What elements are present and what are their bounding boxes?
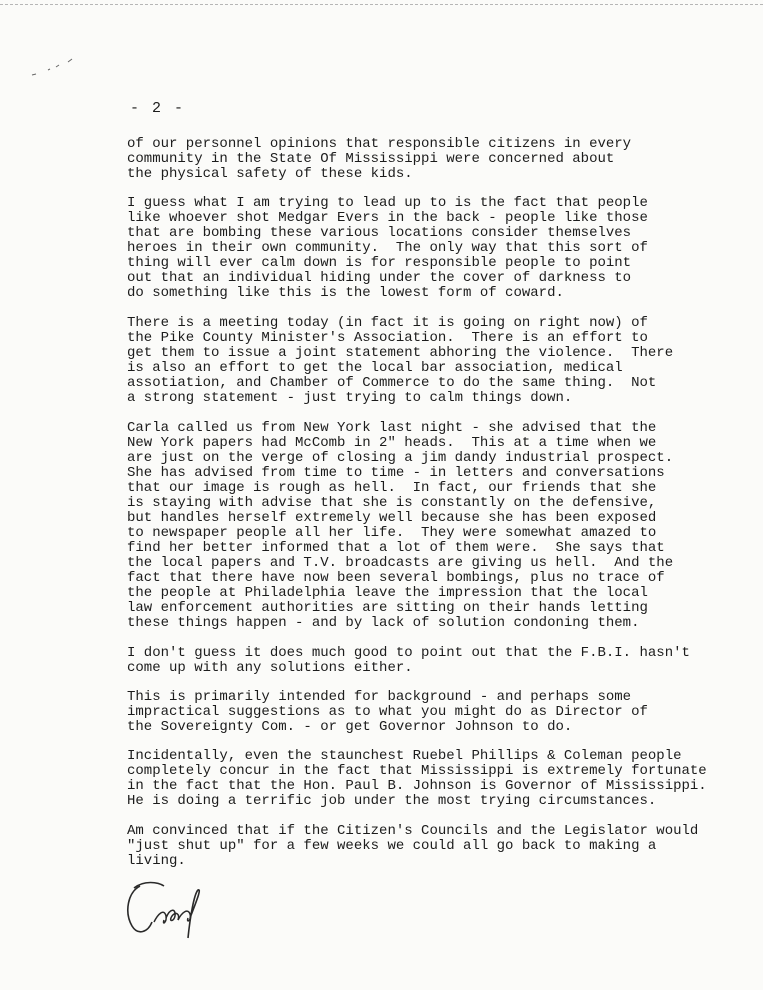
text-line: but handles herself extremely well because she has been exposed (127, 510, 657, 526)
text-line: of our personnel opinions that responsible citizens in every (127, 136, 632, 152)
text-line: that our image is rough as hell. In fact, our friends that she (127, 480, 657, 496)
handwritten-signature (118, 878, 228, 940)
text-line: the Sovereignty Com. - or get Governor Johnson to do. (127, 719, 573, 735)
text-line: the people at Philadelphia leave the impression that the local (127, 585, 648, 601)
text-line: She has advised from time to time - in letters and conversations (127, 465, 665, 481)
text-line: these things happen - and by lack of solution condoning them. (127, 615, 640, 631)
text-line: New York papers had McComb in 2" heads. This at a time when we (127, 435, 657, 451)
text-line: This is primarily intended for background - and perhaps some (127, 689, 632, 705)
text-line: completely concur in the fact that Mississippi is extremely fortunate (127, 763, 707, 779)
text-line: living. (127, 853, 186, 869)
paragraph-gap (127, 809, 757, 824)
paragraph-1 (127, 137, 757, 182)
text-line: out that an individual hiding under the cover of darkness to (127, 270, 632, 286)
text-line: fact that there have now been several bombings, plus no trace of (127, 570, 665, 586)
paragraph-gap (127, 676, 757, 690)
text-line: that are bombing these various locations consider themselves (127, 225, 632, 241)
text-line: in the fact that the Hon. Paul B. Johnson is Governor of Mississippi. (127, 778, 707, 794)
page-top-edge (0, 0, 763, 5)
text-line: is staying with advise that she is constantly on the defensive, (127, 495, 657, 511)
text-line: find her better informed that a lot of them were. She says that (127, 540, 665, 556)
text-line: He is doing a terrific job under the most trying circumstances. (127, 793, 657, 809)
paragraph-gap (127, 406, 757, 421)
text-line: law enforcement authorities are sitting on their hands letting (127, 600, 648, 616)
text-line: are just on the verge of closing a jim dandy industrial prospect. (127, 450, 674, 466)
text-line: Carla called us from New York last night - she advised that the (127, 420, 657, 436)
text-line: like whoever shot Medgar Evers in the back - people like those (127, 210, 648, 226)
text-line: "just shut up" for a few weeks we could all go back to making a (127, 838, 657, 854)
paragraph-8 (127, 824, 757, 869)
paragraph-gap (127, 301, 757, 316)
letter-body (127, 137, 757, 869)
paragraph-4 (127, 421, 757, 631)
paragraph-6 (127, 690, 757, 735)
text-line: do something like this is the lowest form of coward. (127, 285, 564, 301)
text-line: the physical safety of these kids. (127, 166, 413, 182)
paragraph-3 (127, 316, 757, 406)
page-number: - 2 - (130, 100, 186, 117)
text-line: get them to issue a joint statement abhoring the violence. There (127, 345, 674, 361)
text-line: a strong statement - just trying to calm things down. (127, 390, 573, 406)
text-line: come up with any solutions either. (127, 660, 413, 676)
text-line: the Pike County Minister's Association. There is an effort to (127, 330, 648, 346)
text-line: impractical suggestions as to what you might do as Director of (127, 704, 648, 720)
paragraph-gap (127, 631, 757, 646)
text-line: I don't guess it does much good to point out that the F.B.I. hasn't (127, 645, 690, 661)
text-line: Incidentally, even the staunchest Ruebel Phillips & Coleman people (127, 748, 682, 764)
paragraph-7 (127, 749, 757, 809)
text-line: There is a meeting today (in fact it is going on right now) of (127, 315, 648, 331)
text-line: I guess what I am trying to lead up to is the fact that people (127, 195, 648, 211)
text-line: thing will ever calm down is for responsible people to point (127, 255, 632, 271)
text-line: the local papers and T.V. broadcasts are giving us hell. And the (127, 555, 674, 571)
text-line: community in the State Of Mississippi were concerned about (127, 151, 615, 167)
paragraph-gap (127, 182, 757, 196)
text-line: assotiation, and Chamber of Commerce to do the same thing. Not (127, 375, 657, 391)
text-line: heroes in their own community. The only way that this sort of (127, 240, 648, 256)
scan-specks (30, 58, 80, 82)
text-line: is also an effort to get the local bar association, medical (127, 360, 623, 376)
text-line: Am convinced that if the Citizen's Councils and the Legislator would (127, 823, 699, 839)
paragraph-gap (127, 735, 757, 749)
paragraph-5 (127, 646, 757, 676)
text-line: to newspaper people all her life. They were somewhat amazed to (127, 525, 657, 541)
paragraph-2 (127, 196, 757, 301)
